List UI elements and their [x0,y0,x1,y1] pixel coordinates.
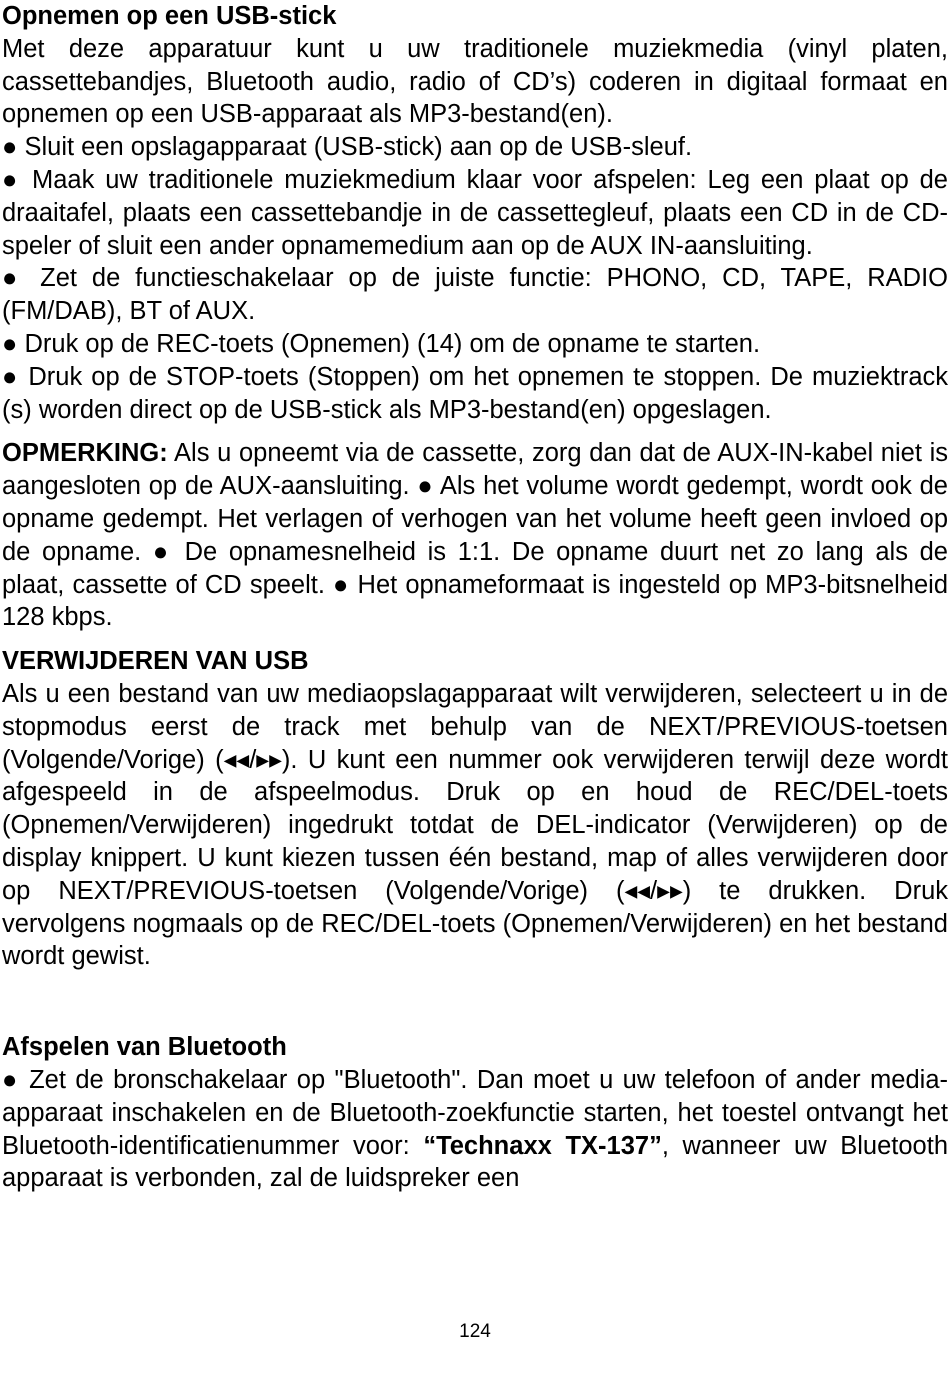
bullet-function-switch: ● Zet de functieschakelaar op de juiste functie: PHONO, CD, TAPE, RADIO (FM/DAB), BT of AUX. [2,264,948,326]
page-number: 124 [459,1321,491,1342]
bluetooth-paragraph [2,1064,948,1195]
document-page [2,0,948,1195]
spacer [2,426,948,437]
note-text: Als u opneemt via de cassette, zorg dan dat de AUX-IN-kabel niet is aangesloten op de AUX-aansluiting. ● Als het volume wordt gedempt, wordt ook de opname gedempt. Het verlagen of verhogen van het volume heeft geen invloed op de opname. ● De opnamesnelheid is 1:1. De opname duurt net zo lang als de plaat, cassette of CD speelt. ● Het opnameformaat is ingesteld op MP3-bitsnelheid 128 kbps. [2,439,948,632]
section-title-bluetooth: Afspelen van Bluetooth [2,1033,287,1062]
bluetooth-text-before: ● Zet de bronschakelaar op "Bluetooth". Dan moet u uw telefoon of ander media-apparaat inschakelen en de Bluetooth-zoekfunctie starten, het toestel ontvangt het Bluetooth-identificatienummer voor: [2,1065,948,1160]
bluetooth-device-name: “Technaxx TX-137” [423,1131,662,1160]
intro-paragraph: Met deze apparatuur kunt u uw traditionele muziekmedia (vinyl platen, cassettebandjes, Bluetooth audio, radio of CD’s) coderen in digitaal formaat en opnemen op een USB-apparaat als MP3-bestand(en). [2,34,948,129]
section-bluetooth [2,1031,948,1195]
delete-usb-paragraph: Als u een bestand van uw mediaopslagapparaat wilt verwijderen, selecteert u in de stopmodus eerst de track met behulp van de NEXT/PREVIOUS-toetsen (Volgende/Vorige) (◂◂/▸▸). U kunt een nummer ook verwijderen terwijl deze wordt afgespeeld in de afspeelmodus. Druk op en houd de REC/DEL-toets (Opnemen/Verwijderen) ingedrukt totdat de DEL-indicator (Verwijderen) op de display knippert. U kunt kiezen tussen één bestand, map of alles verwijderen door op NEXT/PREVIOUS-toetsen (Volgende/Vorige) (◂◂/▸▸) te drukken. Druk vervolgens nogmaals op de REC/DEL-toets (Opnemen/Verwijderen) en het bestand wordt gewist. [2,679,948,971]
bullet-prepare-media: ● Maak uw traditionele muziekmedium klaar voor afspelen: Leg een plaat op de draaitafel, plaats een cassettebandje in de cassettegleuf, plaats een CD in de CD-speler of sluit een ander opnamemedium aan op de AUX IN-aansluiting. [2,165,948,260]
section-delete-usb [2,645,948,973]
spacer [2,973,948,1031]
note-paragraph [2,437,948,634]
bullet-connect-usb: ● Sluit een opslagapparaat (USB-stick) aan op de USB-sleuf. [2,133,693,162]
section-title-usb-recording: Opnemen op een USB-stick [2,2,337,30]
bullet-rec-button: ● Druk op de REC-toets (Opnemen) (14) om de opname te starten. [2,329,761,358]
note-label: OPMERKING: [2,439,168,468]
section-title-delete-usb: VERWIJDEREN VAN USB [2,647,309,676]
section-note [2,437,948,634]
section-usb-recording [2,0,948,426]
bullet-stop-button: ● Druk op de STOP-toets (Stoppen) om het opnemen te stoppen. De muziektrack (s) worden direct op de USB-stick als MP3-bestand(en) opgeslagen. [2,362,948,424]
spacer [2,634,948,645]
bluetooth-text-after: , wanneer uw Bluetooth apparaat is verbonden, zal de luidspreker een [2,1131,948,1193]
